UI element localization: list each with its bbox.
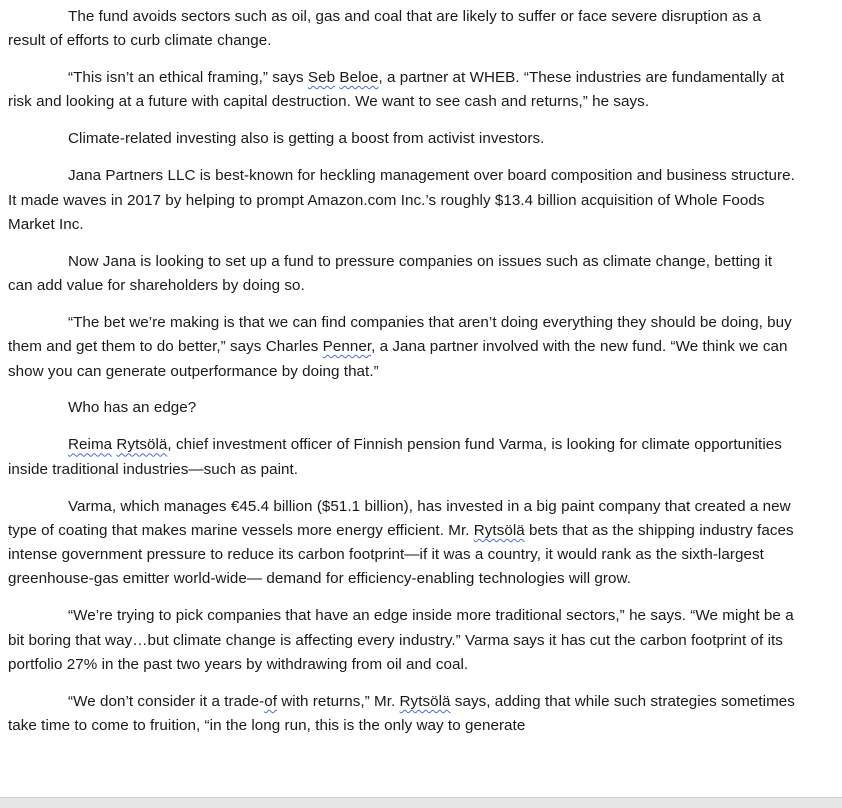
- text-run: Varma, which manages €45.4 billion ($51.1 billion), has invested in a big paint company that created a new type of coating that makes marine vessels more energy efficient. Mr.: [8, 497, 791, 539]
- paragraph: [8, 604, 798, 677]
- spellcheck-flagged-word: Rytsölä: [116, 436, 168, 454]
- spellcheck-flagged-word: Seb: [307, 69, 336, 87]
- paragraph: [8, 396, 798, 420]
- spellcheck-flagged-word: Rytsölä: [399, 692, 451, 710]
- paragraph: [8, 311, 798, 384]
- text-run: , a partner at WHEB. “These industries are fundamentally at risk and looking at a future with capital destruction. We want to see cash and returns,” he says.: [8, 69, 785, 111]
- text-run: says, adding that while such strategies sometimes take time to come to fruition, “in the long run, this is the only way to generate: [8, 692, 795, 735]
- text-run: Climate-related investing also is getting a boost from activist investors.: [68, 130, 545, 148]
- spellcheck-flagged-word: Reima: [68, 436, 113, 454]
- paragraph: [8, 250, 798, 299]
- text-run: , a Jana partner involved with the new fund. “We think we can show you can generate outperformance by doing that.”: [8, 338, 788, 380]
- paragraph: [8, 5, 798, 54]
- text-run: “This isn’t an ethical framing,” says: [68, 69, 308, 87]
- text-run: Jana Partners LLC is best-known for heckling management over board composition and business structure. It made waves in 2017 by helping to prompt Amazon.com Inc.’s roughly $13.4 billion acquisition of Whole Foods Market Inc.: [8, 167, 795, 233]
- text-run: bets that as the shipping industry faces intense government pressure to reduce its carbon footprint—if it was a country, it would rank as the sixth-largest greenhouse-gas emitter world-wide— demand for efficiency-enabling technologies will grow.: [8, 521, 794, 588]
- paragraph: [8, 66, 798, 115]
- paragraph: [8, 164, 798, 237]
- text-run: Now Jana is looking to set up a fund to pressure companies on issues such as climate change, betting it can add value for shareholders by doing so.: [8, 252, 773, 295]
- document-body[interactable]: [8, 5, 798, 751]
- paragraph: [8, 127, 798, 151]
- spellcheck-flagged-word: Beloe: [339, 69, 379, 87]
- spellcheck-flagged-word: of: [264, 692, 277, 710]
- text-run: Who has an edge?: [68, 399, 197, 417]
- paragraph: [8, 433, 798, 482]
- bottom-scroll-edge: [0, 797, 842, 808]
- paragraph: [8, 495, 798, 592]
- text-run: “The bet we’re making is that we can find companies that aren’t doing everything they should be doing, buy them and get them to do better,” says Charles: [8, 313, 792, 356]
- text-run: The fund avoids sectors such as oil, gas and coal that are likely to suffer or face severe disruption as a result of efforts to curb climate change.: [8, 8, 762, 50]
- text-run: “We’re trying to pick companies that have an edge inside more traditional sectors,” he says. “We might be a bit boring that way…but climate change is affecting every industry.” Varma says it has cut the carbon footprint of its portfolio 27% in the past two years by withdrawing from oil and coal.: [8, 607, 794, 673]
- text-run: , chief investment officer of Finnish pension fund Varma, is looking for climate opportunities inside traditional industries—such as paint.: [8, 436, 782, 478]
- spellcheck-flagged-word: Penner: [322, 338, 372, 356]
- spellcheck-flagged-word: Rytsölä: [473, 521, 525, 539]
- text-run: with returns,” Mr.: [277, 692, 400, 710]
- paragraph: [8, 690, 798, 739]
- text-run: “We don’t consider it a trade-: [68, 692, 265, 710]
